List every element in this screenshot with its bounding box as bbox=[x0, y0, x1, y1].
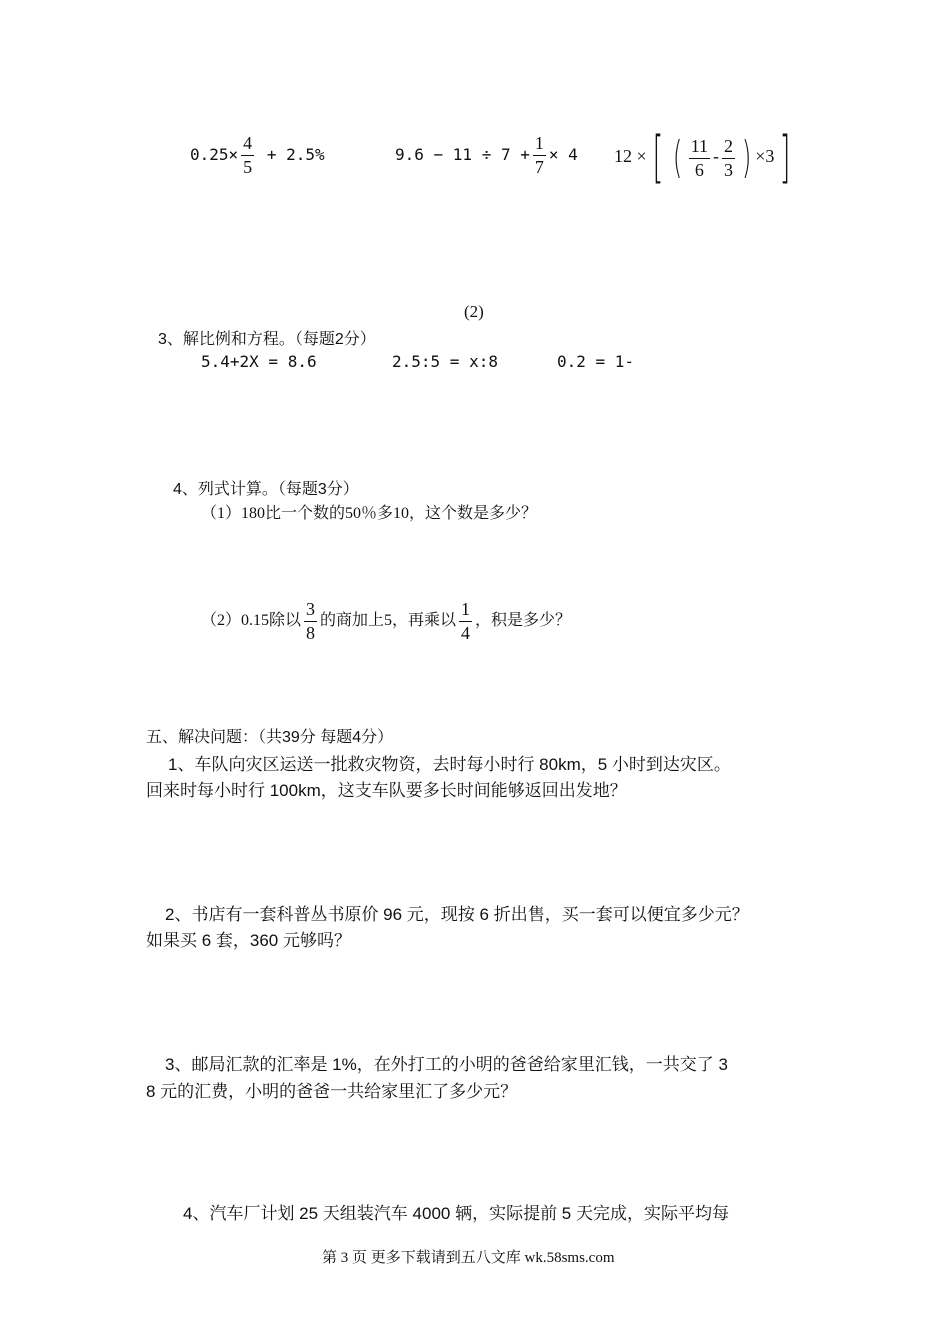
fraction-11-6: $\frac{11}{6}$ bbox=[690, 135, 709, 180]
right-paren: ) bbox=[741, 132, 752, 183]
expression-3 bbox=[614, 125, 796, 190]
section5-title: 五、解决问题：（共39分 每题4分） bbox=[146, 729, 394, 746]
fraction-2-3: $\frac{2}{3}$ bbox=[724, 135, 734, 180]
q3-eq1: 5.4+2X = 8.6 bbox=[201, 352, 317, 371]
q4-p2-part-b: 的商加上5，再乘以 bbox=[320, 612, 457, 630]
section5-q4-line1: 4、汽车厂计划 25 天组装汽车 4000 辆，实际提前 5 天完成，实际平均每 bbox=[183, 1204, 729, 1223]
section5-q2-line1: 2、书店有一套科普丛书原价 96 元，现按 6 折出售，买一套可以便宜多少元？ bbox=[165, 905, 749, 924]
section5-q2-line2: 如果买 6 套，360 元够吗？ bbox=[146, 931, 351, 950]
fraction-1-7: $\frac{1}{7}$ bbox=[534, 133, 544, 177]
expr1-part-b: + 2.5% bbox=[266, 144, 325, 164]
expression-2 bbox=[395, 134, 578, 177]
section5-q1-line1: 1、车队向灾区运送一批救灾物资，去时每小时行 80km，5 小时到达灾区。 bbox=[168, 755, 731, 774]
q3-eq2: 2.5:5 = x:8 bbox=[392, 352, 498, 371]
expr3-minus: - bbox=[713, 146, 720, 167]
q4-p1: （1）180比一个数的50％多10，这个数是多少？ bbox=[201, 505, 538, 522]
right-bracket: ] bbox=[779, 125, 791, 190]
fraction-3-8: $\frac{3}{8}$ bbox=[306, 599, 316, 643]
page-footer: 第 3 页 更多下载请到五八文库 wk.58sms.com bbox=[322, 1250, 615, 1266]
label-2: (2) bbox=[464, 302, 484, 321]
expr3-part-a: 12 × bbox=[614, 146, 647, 167]
expression-1 bbox=[190, 134, 325, 177]
expr3-part-b: ×3 bbox=[755, 146, 775, 167]
expr1-part-a: 0.25× bbox=[190, 144, 239, 164]
left-paren: ( bbox=[672, 132, 682, 183]
section5-q1-line2: 回来时每小时行 100km，这支车队要多长时间能够返回出发地？ bbox=[146, 781, 627, 800]
q3-eq3: 0.2 = 1- bbox=[557, 352, 635, 371]
q4-p2 bbox=[201, 600, 571, 643]
fraction-4-5: $\frac{4}{5}$ bbox=[243, 133, 253, 177]
fraction-1-4: $\frac{1}{4}$ bbox=[461, 599, 471, 643]
q4-p2-part-a: （2）0.15除以 bbox=[201, 612, 302, 630]
expr2-part-b: × 4 bbox=[548, 144, 578, 164]
left-bracket: [ bbox=[652, 125, 664, 190]
section5-q3-line2: 8 元的汇费，小明的爸爸一共给家里汇了多少元？ bbox=[146, 1082, 518, 1101]
expr2-part-a: 9.6 − 11 ÷ 7 + bbox=[395, 144, 530, 164]
section5-q3-line1: 3、邮局汇款的汇率是 1%，在外打工的小明的爸爸给家里汇钱，一共交了 3 bbox=[165, 1055, 728, 1074]
q4-title: 4、列式计算。（每题3分） bbox=[173, 481, 359, 498]
q4-p2-part-c: ，积是多少？ bbox=[475, 612, 572, 630]
q3-title: 3、解比例和方程。（每题2分） bbox=[158, 331, 376, 348]
